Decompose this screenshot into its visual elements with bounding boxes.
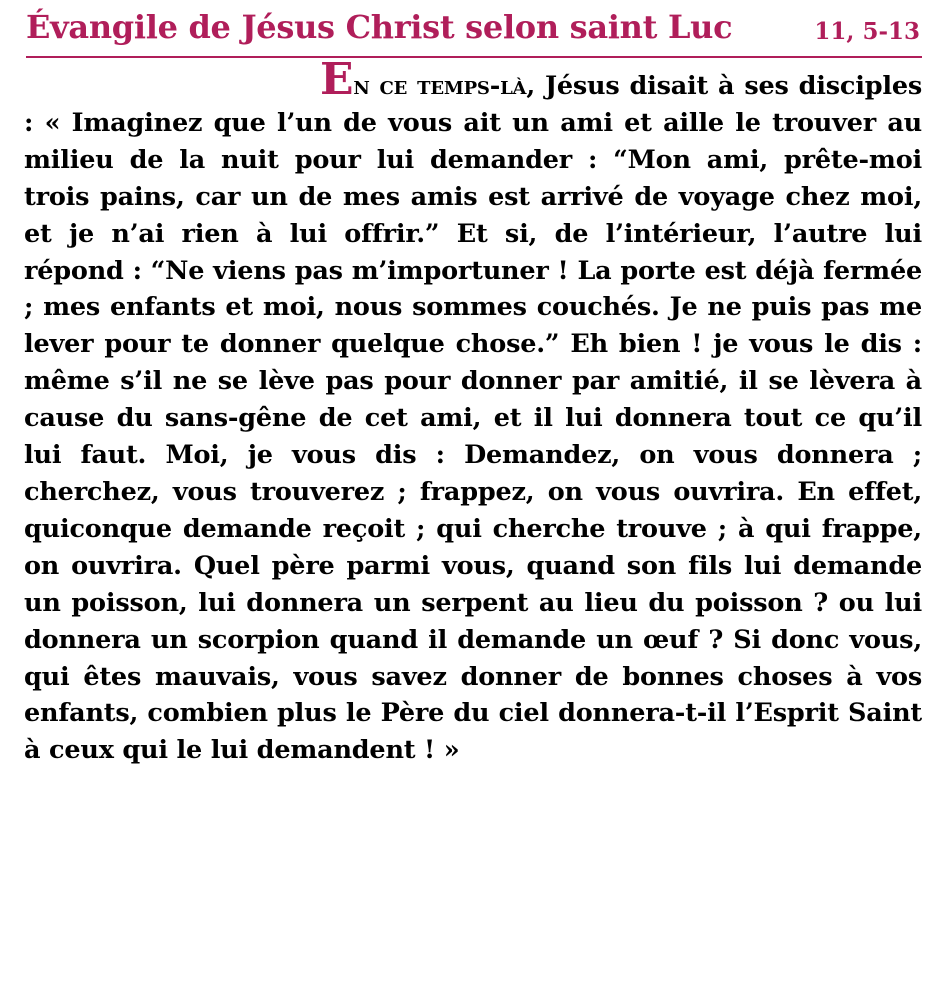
gospel-body: , Jésus disait à ses disciples : « Imaginez que l’un de vous ait un ami et aille le trouver au milieu de la nuit pour lui demander : “Mon ami, prête-moi trois pains, car un de mes amis est arrivé de voyage chez moi, et je n’ai rien à lui offrir.” Et si, de l’intérieur, l’autre lui répond : “Ne viens pas m’importuner ! La porte est déjà fermée ; mes enfants et moi, nous sommes couchés. Je ne puis pas me lever pour te donner quelque chose.” Eh bien ! je vous le dis : même s’il ne se lève pas pour donner par amitié, il se lèvera à cause du sans-gêne de cet ami, et il lui donnera tout ce qu’il lui faut. Moi, je vous dis : Demandez, on vous donnera ; cherchez, vous trouverez ; frappez, on vous ouvrira. En effet, quiconque demande reçoit ; qui cherche trouve ; à qui frappe, on ouvrira. Quel père parmi vous, quand son fils lui demande un poisson, lui donnera un serpent au lieu du poisson ? ou lui donnera un scorpion quand il demande un œuf ? Si donc vous, qui êtes mauvais, vous savez donner de bonnes choses à vos enfants, combien plus le Père du ciel donnera-t-il l’Esprit Saint à ceux qui le lui demandent ! » xyxy=(24,71,923,766)
gospel-header xyxy=(26,4,922,58)
gospel-title: Évangile de Jésus Christ selon saint Luc xyxy=(26,8,733,46)
opening-small-caps: n ce temps-là xyxy=(353,71,527,101)
gospel-reference: 11, 5-13 xyxy=(814,18,920,45)
drop-cap: E xyxy=(320,54,354,105)
gospel-text xyxy=(24,54,923,769)
